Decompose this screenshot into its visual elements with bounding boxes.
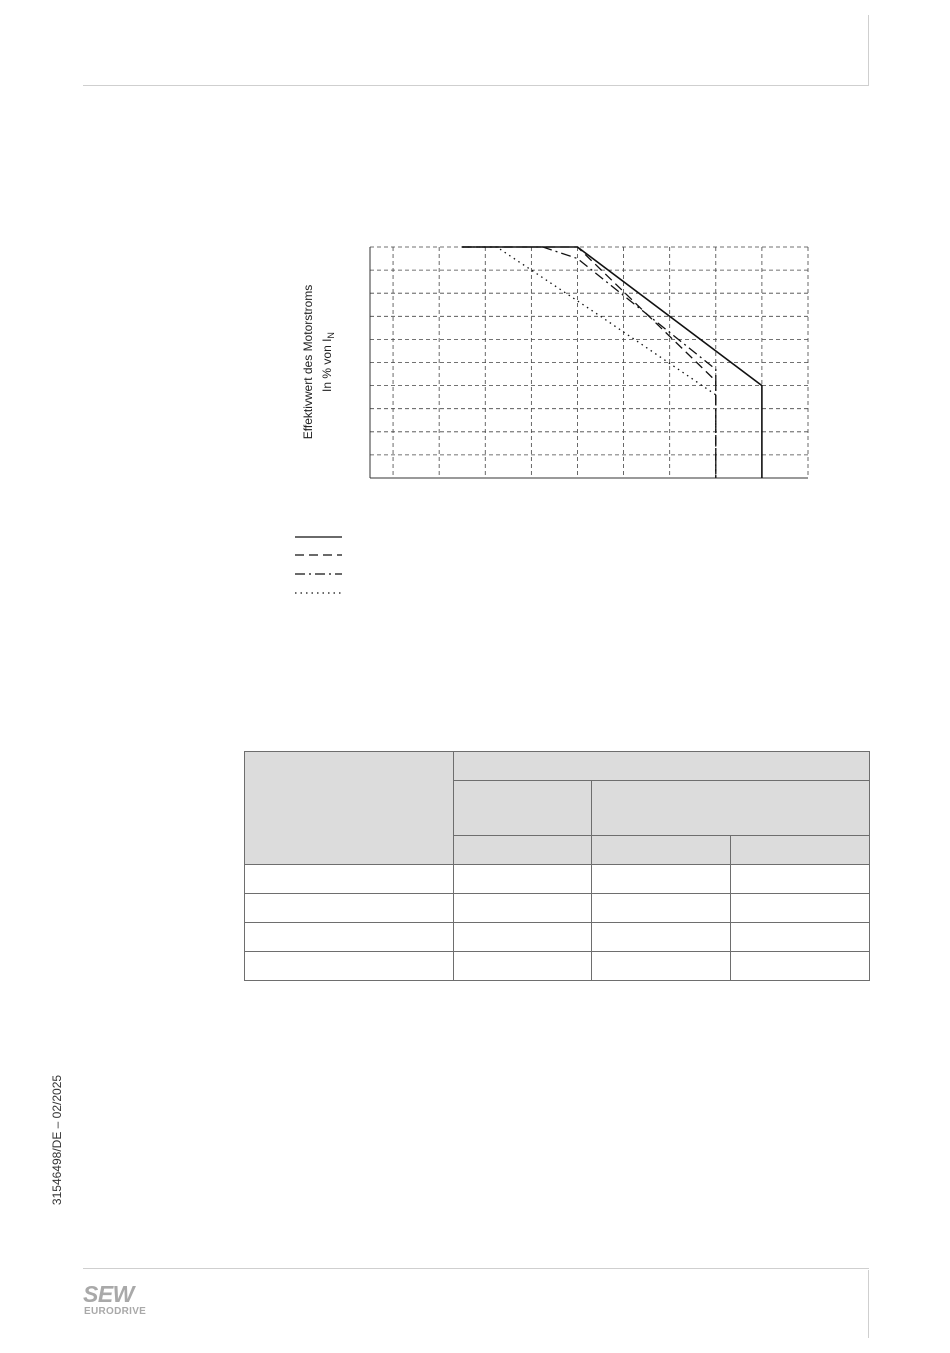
table-header-cell bbox=[245, 752, 454, 865]
data-table bbox=[244, 751, 870, 981]
table-cell bbox=[592, 894, 731, 923]
table-header-cell bbox=[592, 836, 731, 865]
table-cell bbox=[731, 894, 870, 923]
table-row bbox=[245, 923, 870, 952]
table-header-cell bbox=[592, 781, 870, 836]
table-cell bbox=[731, 923, 870, 952]
chart-legend bbox=[0, 0, 950, 620]
document-code-text: 31546498/DE – 02/2025 bbox=[50, 1074, 64, 1206]
table-header-cell bbox=[454, 752, 870, 781]
table-cell bbox=[731, 865, 870, 894]
table-cell bbox=[245, 952, 454, 981]
logo-sub-text: EURODRIVE bbox=[84, 1306, 147, 1317]
footer-vertical-rule bbox=[868, 1270, 869, 1338]
table-cell bbox=[454, 923, 592, 952]
table-header-cell bbox=[454, 836, 592, 865]
footer-rule bbox=[83, 1268, 869, 1269]
table-header-cell bbox=[731, 836, 870, 865]
y-axis-label-line1: Effektivwert des Motorstroms bbox=[300, 284, 315, 440]
table-row bbox=[245, 865, 870, 894]
table-cell bbox=[454, 952, 592, 981]
table-cell bbox=[592, 865, 731, 894]
table-row bbox=[245, 894, 870, 923]
table-cell bbox=[592, 952, 731, 981]
table-cell bbox=[454, 865, 592, 894]
table-cell bbox=[245, 923, 454, 952]
logo-main-text: SEW bbox=[83, 1283, 134, 1307]
table-row bbox=[245, 952, 870, 981]
table-cell bbox=[245, 865, 454, 894]
table-cell bbox=[245, 894, 454, 923]
y-axis-label-line2: In % von $I_N$ bbox=[319, 332, 337, 392]
table-header-cell bbox=[454, 781, 592, 836]
table-cell bbox=[454, 894, 592, 923]
sew-eurodrive-logo bbox=[83, 1283, 163, 1319]
table-cell bbox=[731, 952, 870, 981]
table-cell bbox=[592, 923, 731, 952]
